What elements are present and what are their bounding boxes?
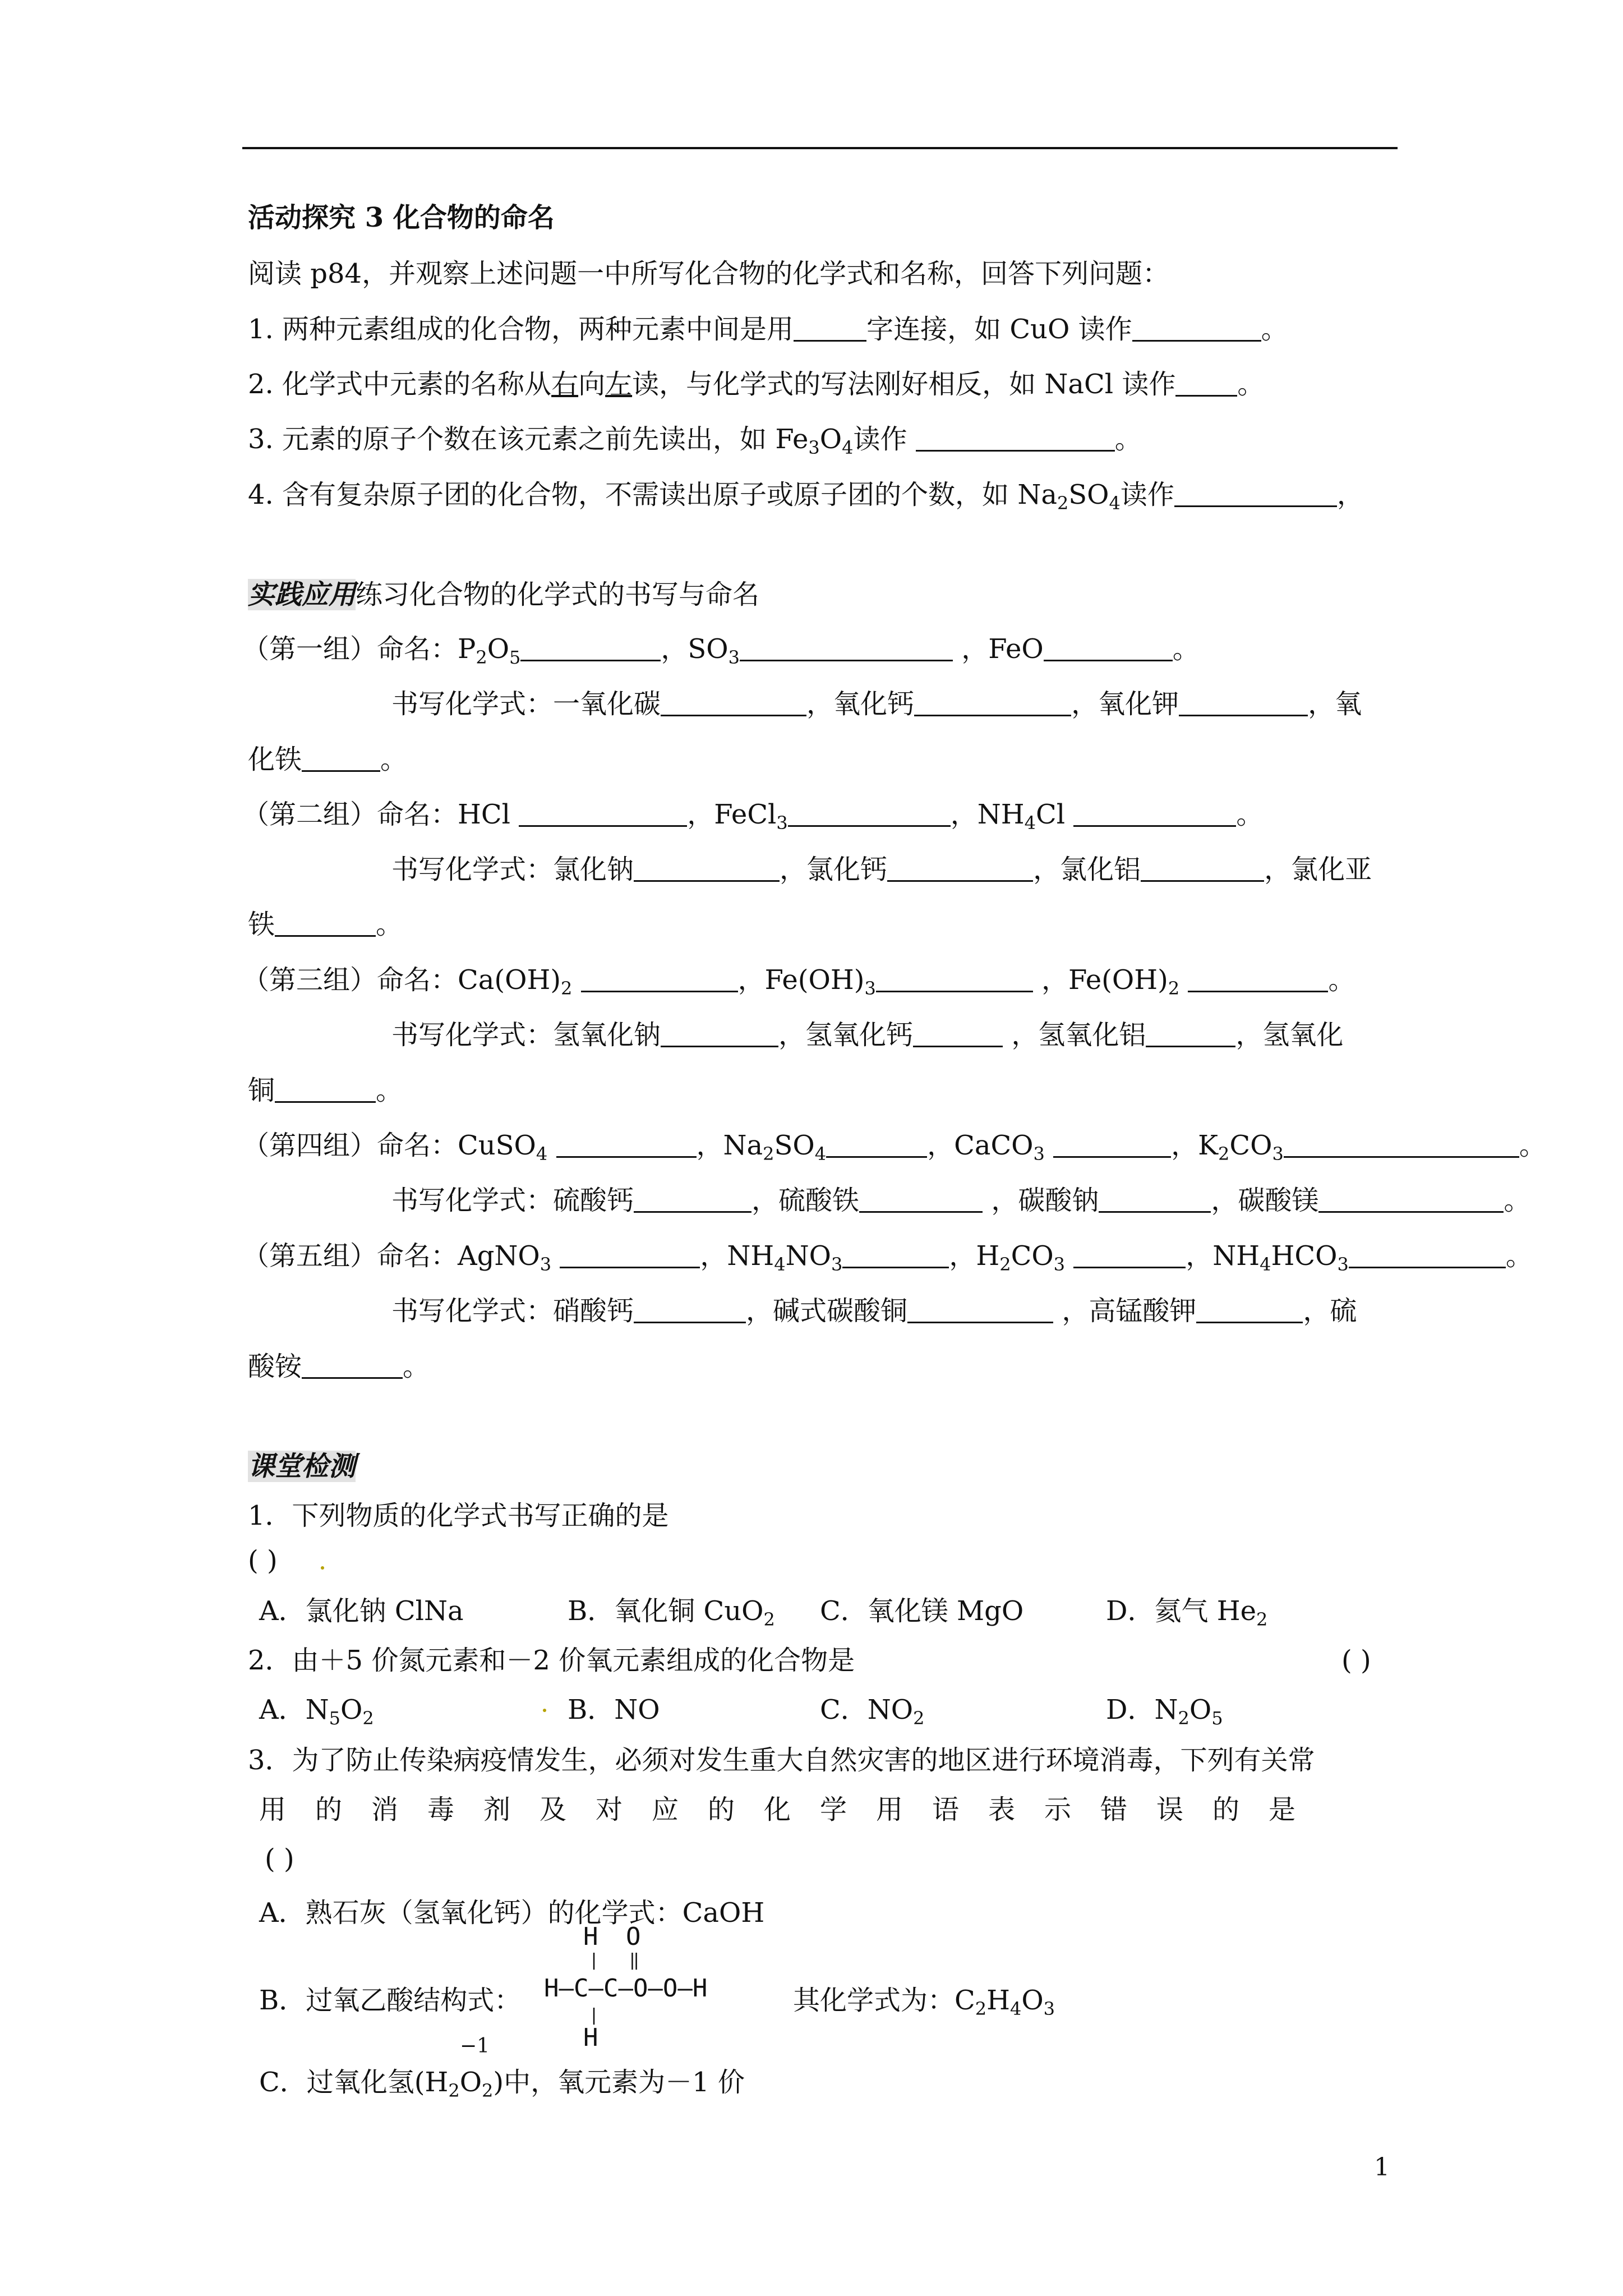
practice-heading: 实践应用练习化合物的化学式的书写与命名 (248, 579, 760, 610)
practice-group-2-writing-cont: 铁 。 (248, 909, 403, 940)
stray-dot-2 (543, 1709, 546, 1712)
test-q2-option-b: B．NO (568, 1694, 660, 1726)
activity-title: 活动探究 3 化合物的命名 (248, 202, 555, 233)
practice-group-1-writing-cont: 化铁 。 (248, 744, 408, 775)
test-q3-line1: 3．为了防止传染病疫情发生，必须对发生重大自然灾害的地区进行环境消毒，下列有关常 (248, 1745, 1315, 1776)
test-q2-option-a: A．$N_5O_2$ (259, 1694, 374, 1729)
test-q3-line2: 用的消毒剂及对应的化学用语表示错误的是 (259, 1794, 1325, 1825)
test-q1-option-a: A．氯化钠 ClNa (259, 1595, 464, 1627)
test-q3-paren: ( ) (265, 1843, 294, 1875)
test-q2-option-d: D．$N_2O_5$ (1106, 1694, 1223, 1729)
activity-q1: 1. 两种元素组成的化合物，两种元素中间是用 字连接，如 CuO 读作 。 (248, 314, 1288, 345)
test-q2-option-c: C．$NO_2$ (820, 1694, 925, 1729)
activity-q4: 4. 含有复杂原子团的化合物，不需读出原子或原子团的个数，如 $Na_2SO_4$读作 ， (248, 479, 1364, 514)
practice-group-1-writing: 书写化学式：一氧化碳 ，氧化钙 ，氧化钾 ，氧 (391, 688, 1362, 720)
test-q1-option-d: D．氦气 $He_2$ (1106, 1595, 1268, 1630)
activity-intro: 阅读 p84，并观察上述问题一中所写化合物的化学式和名称，回答下列问题： (248, 258, 1170, 289)
activity-q2: 2. 化学式中元素的名称从右向左读，与化学式的写法刚好相反，如 NaCl 读作 。 (248, 369, 1265, 400)
stray-dot (321, 1566, 324, 1570)
test-q1-option-b: B．氧化铜 CuO$_2$ (568, 1595, 775, 1630)
test-q2-paren: ( ) (1341, 1645, 1371, 1676)
oxidation-charge: −1 (460, 2035, 490, 2058)
practice-group-4-naming: （第四组）命名：CuSO$_4$ ，$Na_2SO_4$ ，CaCO$_3$ ，$K_2CO_3$ 。 (242, 1130, 1546, 1165)
practice-group-4-writing: 书写化学式：硫酸钙 ，硫酸铁 ，碳酸钠 ，碳酸镁 。 (391, 1185, 1531, 1216)
page-number: 1 (1374, 2153, 1390, 2182)
practice-group-3-writing-cont: 铜 。 (248, 1075, 403, 1106)
practice-group-5-writing-cont: 酸铵 。 (248, 1351, 430, 1382)
test-q1-paren: ( ) (248, 1545, 278, 1576)
test-q3-option-b-label: B．过氧乙酸结构式： (259, 1985, 522, 2016)
test-q3-option-b-formula: 其化学式为：$C_2H_4O_3$ (793, 1985, 1055, 2019)
practice-group-1-naming: （第一组）命名：$P_2O_5$ ，$SO_3$ ，FeO 。 (242, 633, 1200, 668)
test-q3-option-a: A．熟石灰（氢氧化钙）的化学式：CaOH (259, 1897, 765, 1929)
test-q1: 1．下列物质的化学式书写正确的是 (248, 1500, 669, 1531)
test-q1-option-c: C．氧化镁 MgO (820, 1595, 1024, 1627)
practice-group-3-naming: （第三组）命名：$Ca(OH)_2$ ，$Fe(OH)_3$ ，$Fe(OH)_2$ 。 (242, 964, 1355, 999)
practice-group-2-writing: 书写化学式：氯化钠 ，氯化钙 ，氯化铝 ，氯化亚 (391, 854, 1372, 885)
practice-group-5-writing: 书写化学式：硝酸钙 ，碱式碳酸铜 ，高锰酸钾 ，硫 (391, 1295, 1357, 1327)
practice-group-5-naming: （第五组）命名：AgNO$_3$ ，$NH_4NO_3$ ，$H_2CO_3$ ，$NH_4HCO_3$ 。 (242, 1240, 1533, 1275)
practice-group-3-writing: 书写化学式：氢氧化钠 ，氢氧化钙 ，氢氧化铝 ，氢氧化 (391, 1019, 1344, 1051)
test-heading: 课堂检测 (248, 1451, 356, 1482)
test-q3-option-c: C．过氧化氢$(H_2O_2)$中，氧元素为－1 价 (259, 2067, 745, 2101)
header-rule (242, 147, 1398, 149)
test-q2: 2．由＋5 价氮元素和－2 价氧元素组成的化合物是 (248, 1645, 855, 1676)
practice-group-2-naming: （第二组）命名：HCl ，FeCl$_3$ ，$NH_4Cl$ 。 (242, 799, 1264, 834)
activity-q3: 3. 元素的原子个数在该元素之前先读出，如 $Fe_3O_4$读作 。 (248, 424, 1142, 458)
